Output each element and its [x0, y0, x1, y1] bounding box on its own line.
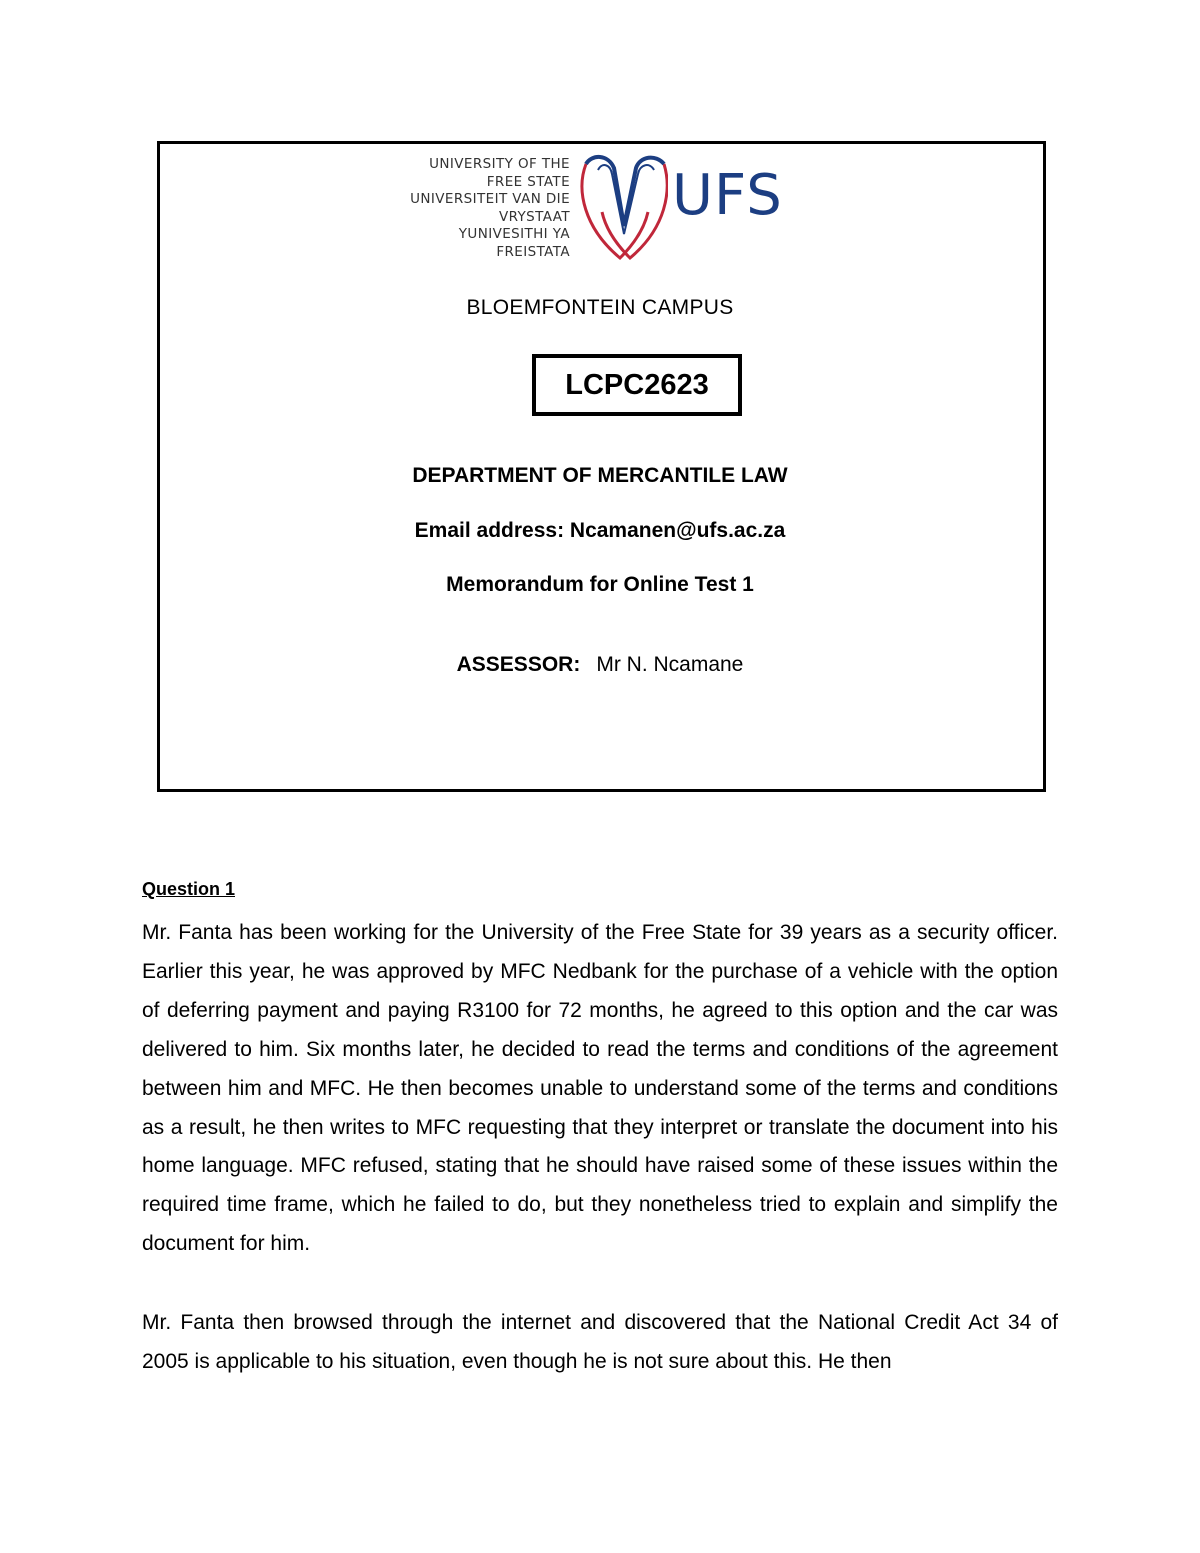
memo-title: Memorandum for Online Test 1 — [446, 573, 754, 596]
question-paragraph: Mr. Fanta has been working for the University of the Free State for 39 years as a security officer. Earlier this year, he was approved by MFC Nedbank for the purchase of a vehicle with the option of deferring payment and paying R3100 for 72 months, he agreed to this option and the car was delivered to him. Six months later, he decided to read the terms and conditions of the agreement between him and MFC. He then becomes unable to understand some of the terms and conditions as a result, he then writes to MFC requesting that they interpret or translate the document into his home language. MFC refused, stating that he should have raised some of these issues within the required time frame, which he failed to do, but they nonetheless tried to explain and simplify the document for him. — [142, 921, 1058, 1256]
university-logo — [400, 152, 790, 264]
question-paragraph: Mr. Fanta then browsed through the internet and discovered that the National Credit Act 34 of 2005 is applicable to his situation, even though he is not sure about this. He then — [142, 1311, 1058, 1373]
email-line: Email address: Ncamanen@ufs.ac.za — [414, 519, 786, 542]
assessor-label: ASSESSOR: — [456, 653, 581, 676]
logo-line: UNIVERSITEIT VAN DIE — [410, 191, 570, 208]
ufs-emblem-icon — [578, 150, 668, 262]
assessor-name: Mr N. Ncamane — [596, 653, 744, 676]
logo-abbreviation: UFS — [672, 163, 783, 228]
assessor-line — [0, 653, 1200, 677]
question-heading: Question 1 — [142, 879, 236, 899]
campus-name: BLOEMFONTEIN CAMPUS — [466, 296, 734, 319]
department-name: DEPARTMENT OF MERCANTILE LAW — [412, 464, 788, 487]
logo-line: VRYSTAAT — [498, 208, 570, 225]
logo-text — [410, 156, 570, 262]
logo-line: FREISTATA — [496, 243, 570, 260]
logo-line: YUNIVESITHI YA — [458, 226, 570, 243]
course-code: LCPC2623 — [532, 354, 742, 416]
logo-line: UNIVERSITY OF THE — [429, 156, 570, 172]
logo-line: FREE STATE — [486, 173, 570, 190]
